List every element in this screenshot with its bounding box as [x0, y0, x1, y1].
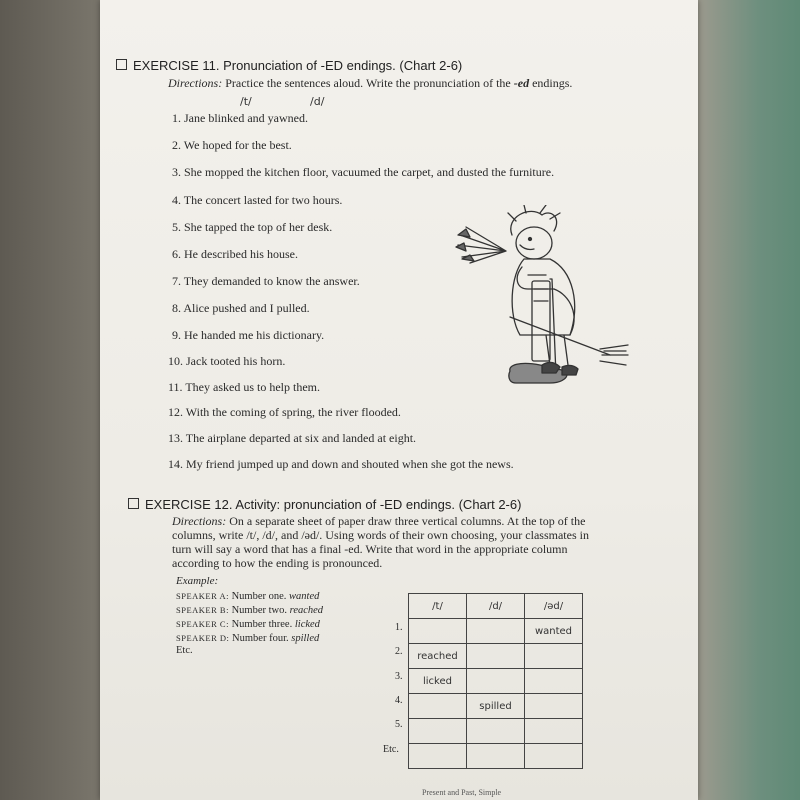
table-cell: [525, 744, 583, 769]
table-cell: [409, 694, 467, 719]
page-footer: Present and Past, Simple: [422, 788, 502, 797]
table-cell: [409, 619, 467, 644]
exercise-12-directions-line-2: columns, write /t/, /d/, and /əd/. Using words of their own choosing, your classmates in: [172, 528, 589, 542]
table-cell: [467, 744, 525, 769]
exercise-12-directions-line-3: turn will say a word that has a final -ed. Write that word in the appropriate column: [172, 542, 568, 556]
speaker-line: SPEAKER B: Number two. reached: [176, 605, 324, 616]
sentence-3: 3. She mopped the kitchen floor, vacuumed the carpet, and dusted the furniture.: [172, 165, 555, 179]
table-cell: [525, 644, 583, 669]
sentence-11: 11. They asked us to help them.: [168, 380, 320, 394]
table-row: [409, 669, 583, 694]
table-row: [409, 694, 583, 719]
table-cell: [409, 719, 467, 744]
sentence-13: 13. The airplane departed at six and landed at eight.: [168, 431, 417, 445]
sentence-2: 2. We hoped for the best.: [172, 138, 292, 152]
example-label: Example:: [176, 575, 219, 587]
sentence-6: 6. He described his house.: [172, 247, 298, 261]
header-t: /t/: [409, 594, 467, 619]
row-number: 4.: [395, 695, 403, 706]
header-ed: /əd/: [525, 594, 583, 619]
sentence-1: 1. Jane blinked and yawned.: [172, 111, 308, 125]
sentence-9: 9. He handed me his dictionary.: [172, 328, 325, 342]
sentence-5: 5. She tapped the top of her desk.: [172, 220, 333, 234]
table-row: [409, 744, 583, 769]
sentence-12: 12. With the coming of spring, the river flooded.: [168, 405, 401, 419]
row-number: 1.: [395, 622, 403, 633]
handwritten-d: /d/: [310, 95, 325, 108]
handwritten-t: /t/: [240, 95, 252, 108]
table-cell: [467, 719, 525, 744]
exercise-12-directions-line-4: according to how the ending is pronounced.: [172, 556, 383, 570]
sentence-7: 7. They demanded to know the answer.: [172, 274, 360, 288]
table-cell: [525, 669, 583, 694]
table-cell: [525, 719, 583, 744]
table-cell: [467, 669, 525, 694]
sentence-14: 14. My friend jumped up and down and shouted when she got the news.: [168, 457, 514, 471]
sentence-10: 10. Jack tooted his horn.: [168, 354, 286, 368]
row-number: 2.: [395, 646, 403, 657]
table-cell: licked: [409, 669, 467, 694]
etc-label: Etc.: [176, 645, 193, 656]
sentence-4: 4. The concert lasted for two hours.: [172, 193, 343, 207]
exercise-12-directions-line-1: Directions: On a separate sheet of paper draw three vertical columns. At the top of the: [172, 514, 586, 528]
background-left: [0, 0, 100, 800]
row-number: 3.: [395, 671, 403, 682]
table-row: [409, 719, 583, 744]
background-right: [698, 0, 800, 800]
pronunciation-table: [408, 593, 583, 769]
table-cell: reached: [409, 644, 467, 669]
table-cell: [409, 744, 467, 769]
checkbox-icon: [116, 59, 127, 70]
exercise-11-directions: Directions: Practice the sentences aloud. Write the pronunciation of the -ed endings.: [168, 76, 573, 90]
speaker-line: SPEAKER A: Number one. wanted: [176, 591, 320, 602]
sentence-8: 8. Alice pushed and I pulled.: [172, 301, 310, 315]
table-row: [409, 619, 583, 644]
table-row: [409, 644, 583, 669]
table-cell: [525, 694, 583, 719]
table-cell: [467, 644, 525, 669]
table-cell: [467, 619, 525, 644]
table-cell: wanted: [525, 619, 583, 644]
checkbox-icon: [128, 498, 139, 509]
table-cell: spilled: [467, 694, 525, 719]
row-number: Etc.: [383, 744, 399, 755]
exercise-12-title: EXERCISE 12. Activity: pronunciation of -ED endings. (Chart 2-6): [128, 497, 521, 512]
row-number: 5.: [395, 719, 403, 730]
header-d: /d/: [467, 594, 525, 619]
speaker-line: SPEAKER D: Number four. spilled: [176, 633, 320, 644]
vacuum-woman-illustration: [450, 205, 630, 400]
speaker-line: SPEAKER C: Number three. licked: [176, 619, 320, 630]
exercise-11-title: EXERCISE 11. Pronunciation of -ED endings. (Chart 2-6): [116, 58, 462, 73]
table-header-row: [409, 594, 583, 619]
textbook-page: [100, 0, 698, 800]
